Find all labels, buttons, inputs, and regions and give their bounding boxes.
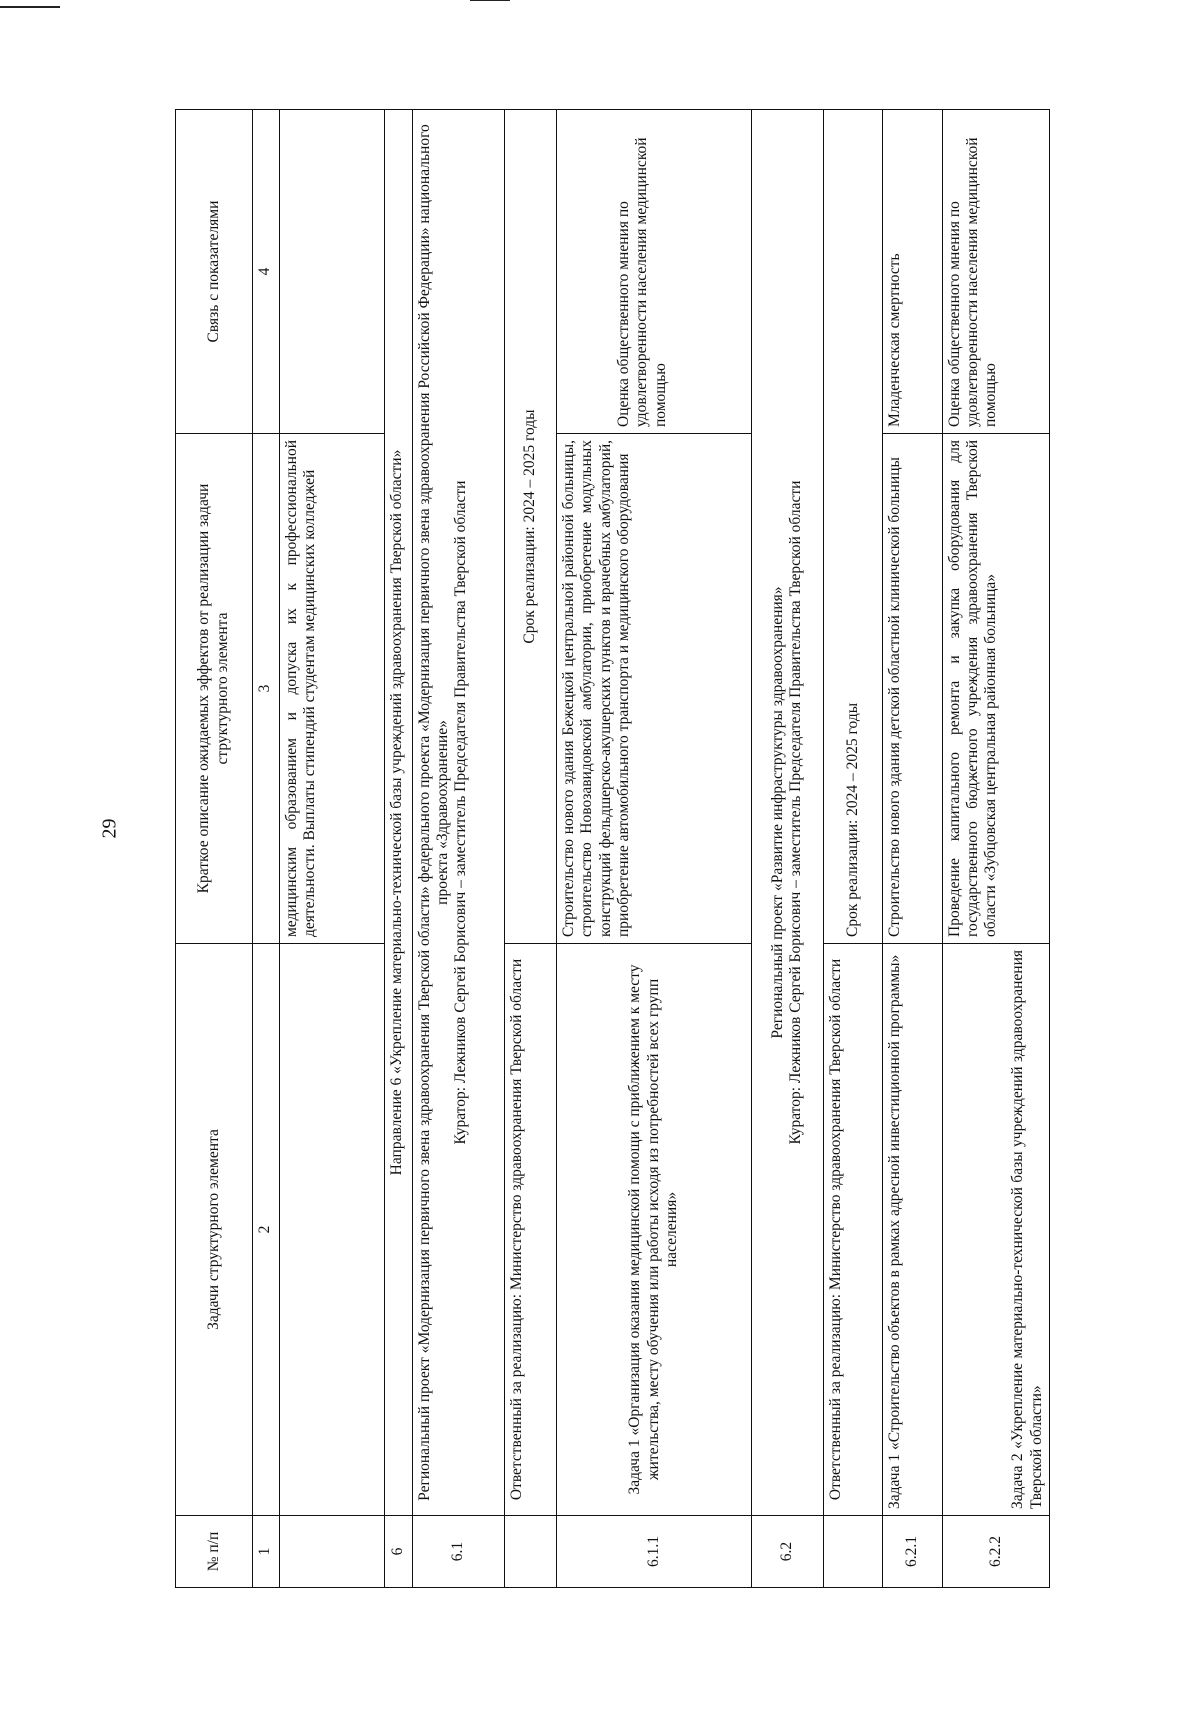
- period-cell: Срок реализации: 2024 – 2025 годы: [504, 110, 556, 944]
- row-number: 6.1: [412, 1516, 504, 1588]
- responsible-cell: Ответственный за реализацию: Министерство здравоохранения Тверской области: [504, 944, 556, 1516]
- task-cell: Задача 1 «Организация оказания медицинской помощи с приближением к месту жительства, месту обучения или работы исходя из потребностей всех групп населения»: [556, 944, 751, 1516]
- task-cell: Задача 2 «Укрепление материально-технической базы учреждений здравоохранения Тверской области»: [942, 944, 1049, 1516]
- header-indicators: Связь с показателями: [176, 110, 253, 434]
- header-effects: Краткое описание ожидаемых эффектов от реализации задачи структурного элемента: [176, 434, 253, 944]
- effects-cell: медицинским образованием и допуска их к профессиональной деятельности. Выплаты стипендий студентам медицинских колледжей: [280, 434, 385, 944]
- empty-cell: [280, 944, 385, 1516]
- empty-cell: [280, 110, 385, 434]
- project-curator: Куратор: Лежников Сергей Борисович – заместитель Председателя Правительства Тверской области: [787, 480, 805, 1145]
- index-row: [252, 110, 280, 1588]
- project-curator: Куратор: Лежников Сергей Борисович – заместитель Председателя Правительства Тверской области: [452, 480, 470, 1145]
- project-row: [412, 110, 504, 1588]
- project-title-cell: [751, 110, 823, 1516]
- responsible-row: [504, 110, 556, 1588]
- table-header-row: [176, 110, 253, 1588]
- empty-cell: [504, 1516, 556, 1588]
- effects-cell: Проведение капитального ремонта и закупка оборудования для государственного бюджетного учреждения здравоохранения Тверской области «Зубцовская центральная районная больница»: [942, 434, 1049, 944]
- page-number: 29: [98, 818, 121, 839]
- header-num: № п/п: [176, 1516, 253, 1588]
- index-cell: 1: [252, 1516, 280, 1588]
- empty-cell: [823, 1516, 882, 1588]
- row-number: 6.2.1: [882, 1516, 942, 1588]
- rotated-table-container: [175, 110, 1050, 1588]
- scan-mark: [470, 0, 510, 1]
- project-row: [751, 110, 823, 1588]
- index-cell: 4: [252, 110, 280, 434]
- structure-table: [175, 109, 1050, 1588]
- task-row: [556, 110, 751, 1588]
- index-cell: 3: [252, 434, 280, 944]
- header-tasks: Задачи структурного элемента: [176, 944, 253, 1516]
- direction-row: [385, 110, 413, 1588]
- direction-title: Направление 6 «Укрепление материально-технической базы учреждений здравоохранения Тверской области»: [385, 110, 413, 1516]
- index-cell: 2: [252, 944, 280, 1516]
- row-number: 6.1.1: [556, 1516, 751, 1588]
- indicators-cell: Оценка общественного мнения по удовлетворенности населения медицинской помощью: [942, 110, 1049, 434]
- project-title: Региональный проект «Модернизация первичного звена здравоохранения Тверской области» федерального проекта «Модернизация первичного звена здравоохранения Российской Федерации» национального проекта «Здравоохранение»: [415, 124, 451, 1501]
- effects-cell: Строительство нового здания Бежецкой центральной районной больницы, строительство Новозавидовской амбулатории, приобретение модульных конструкций фельдшерско-акушерских пунктов и врачебных амбулаторий, приобретение автомобильного транспорта и медицинского оборудования: [556, 434, 751, 944]
- task-row: [942, 110, 1049, 1588]
- period-cell: Срок реализации: 2024 – 2025 годы: [823, 110, 882, 944]
- project-title: Региональный проект «Развитие инфраструктуры здравоохранения»: [768, 586, 786, 1039]
- row-number: 6.2.2: [942, 1516, 1049, 1588]
- table-row: [280, 110, 385, 1588]
- task-row: [882, 110, 942, 1588]
- scan-mark: [0, 6, 60, 8]
- project-title-cell: [412, 110, 504, 1516]
- indicators-cell: Оценка общественного мнения по удовлетворенности населения медицинской помощью: [556, 110, 751, 434]
- row-number: 6.2: [751, 1516, 823, 1588]
- empty-cell: [280, 1516, 385, 1588]
- responsible-cell: Ответственный за реализацию: Министерство здравоохранения Тверской области: [823, 944, 882, 1516]
- task-cell: Задача 1 «Строительство объектов в рамках адресной инвестиционной программы»: [882, 944, 942, 1516]
- responsible-row: [823, 110, 882, 1588]
- indicators-cell: Младенческая смертность: [882, 110, 942, 434]
- effects-cell: Строительство нового здания детской областной клинической больницы: [882, 434, 942, 944]
- row-number: 6: [385, 1516, 413, 1588]
